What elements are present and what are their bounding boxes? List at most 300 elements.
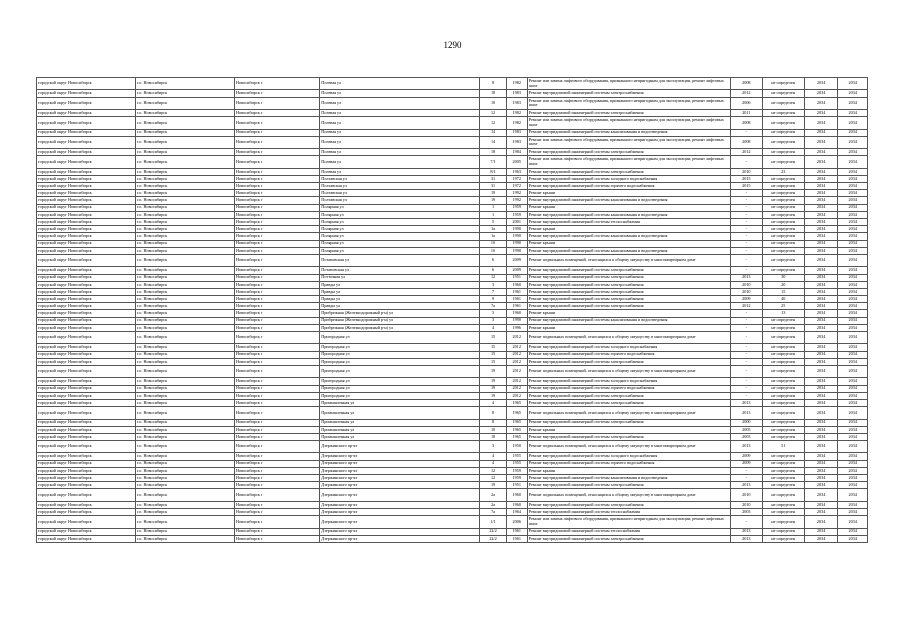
area-cell: не определен: [762, 489, 804, 501]
district-cell: городской округ Новосибирск: [37, 78, 136, 90]
city-cell: Новосибирск г: [235, 378, 320, 385]
settlement-cell: г.о. Новосибирск: [136, 240, 235, 247]
table-row: [37, 407, 868, 419]
plan-end-year-cell: 2034: [838, 247, 868, 254]
house-number-cell: 8: [480, 407, 506, 419]
last-repair-year-cell: -: [731, 475, 763, 482]
city-cell: Новосибирск г: [235, 399, 320, 406]
city-cell: Новосибирск г: [235, 117, 320, 129]
street-cell: Полевая ул: [320, 109, 480, 116]
house-number-cell: 7а: [480, 303, 506, 310]
district-cell: городской округ Новосибирск: [37, 419, 136, 426]
city-cell: Новосибирск г: [235, 190, 320, 197]
plan-end-year-cell: 2034: [838, 344, 868, 351]
city-cell: Новосибирск г: [235, 226, 320, 233]
plan-end-year-cell: 2034: [838, 183, 868, 190]
area-cell: не определен: [762, 129, 804, 136]
last-repair-year-cell: 2009: [731, 453, 763, 460]
plan-start-year-cell: 2034: [804, 433, 838, 440]
district-cell: городской округ Новосибирск: [37, 190, 136, 197]
table-row: [37, 211, 868, 218]
table-row: [37, 149, 868, 156]
build-year-cell: 1960: [506, 310, 527, 317]
district-cell: городской округ Новосибирск: [37, 117, 136, 129]
build-year-cell: 1992: [506, 190, 527, 197]
last-repair-year-cell: 2008: [731, 78, 763, 90]
house-number-cell: 19: [480, 385, 506, 392]
street-cell: Дзержинского пр-кт: [320, 508, 480, 515]
district-cell: городской округ Новосибирск: [37, 460, 136, 467]
build-year-cell: 1950: [506, 441, 527, 453]
build-year-cell: 1983: [506, 136, 527, 148]
house-number-cell: 19: [480, 392, 506, 399]
city-cell: Новосибирск г: [235, 392, 320, 399]
build-year-cell: 1982: [506, 78, 527, 90]
plan-end-year-cell: 2034: [838, 219, 868, 226]
house-number-cell: 4: [480, 453, 506, 460]
work-type-cell: Ремонт внутридомовой инженерной системы горячего водоснабжения: [527, 183, 730, 190]
house-number-cell: 1: [480, 211, 506, 218]
settlement-cell: г.о. Новосибирск: [136, 407, 235, 419]
settlement-cell: г.о. Новосибирск: [136, 324, 235, 331]
build-year-cell: 1960: [506, 501, 527, 508]
city-cell: Новосибирск г: [235, 516, 320, 528]
settlement-cell: г.о. Новосибирск: [136, 467, 235, 474]
district-cell: городской округ Новосибирск: [37, 204, 136, 211]
work-type-cell: Ремонт внутридомовой инженерной системы электроснабжения: [527, 267, 730, 274]
build-year-cell: 1961: [506, 528, 527, 535]
house-number-cell: 6: [480, 254, 506, 266]
work-type-cell: Ремонт крыши: [527, 204, 730, 211]
last-repair-year-cell: -: [731, 365, 763, 377]
plan-start-year-cell: 2034: [804, 399, 838, 406]
area-cell: не определен: [762, 392, 804, 399]
city-cell: Новосибирск г: [235, 288, 320, 295]
plan-end-year-cell: 2034: [838, 460, 868, 467]
build-year-cell: 1960: [506, 489, 527, 501]
street-cell: Дзержинского пр-кт: [320, 501, 480, 508]
build-year-cell: 1951: [506, 482, 527, 489]
build-year-cell: 2012: [506, 351, 527, 358]
table-row: [37, 385, 868, 392]
work-type-cell: Ремонт внутридомовой инженерной системы электроснабжения: [527, 274, 730, 281]
district-cell: городской округ Новосибирск: [37, 426, 136, 433]
street-cell: Полярная ул: [320, 204, 480, 211]
district-cell: городской округ Новосибирск: [37, 136, 136, 148]
table-row: [37, 274, 868, 281]
table-row: [37, 117, 868, 129]
table-row: [37, 156, 868, 168]
table-row: [37, 233, 868, 240]
street-cell: Дзержинского пр-кт: [320, 467, 480, 474]
last-repair-year-cell: 2010: [731, 168, 763, 175]
last-repair-year-cell: 2006: [731, 97, 763, 109]
table-row: [37, 433, 868, 440]
last-repair-year-cell: 2000: [731, 419, 763, 426]
build-year-cell: 1959: [506, 475, 527, 482]
last-repair-year-cell: -: [731, 254, 763, 266]
city-cell: Новосибирск г: [235, 267, 320, 274]
settlement-cell: г.о. Новосибирск: [136, 149, 235, 156]
work-type-cell: Ремонт внутридомовой инженерной системы холодного водоснабжения: [527, 175, 730, 182]
area-cell: не определен: [762, 317, 804, 324]
city-cell: Новосибирск г: [235, 149, 320, 156]
last-repair-year-cell: 2010: [731, 489, 763, 501]
plan-end-year-cell: 2034: [838, 365, 868, 377]
house-number-cell: 18: [480, 149, 506, 156]
house-number-cell: 14: [480, 136, 506, 148]
plan-start-year-cell: 2034: [804, 211, 838, 218]
district-cell: городской округ Новосибирск: [37, 475, 136, 482]
area-cell: не определен: [762, 482, 804, 489]
last-repair-year-cell: 2008: [731, 136, 763, 148]
district-cell: городской округ Новосибирск: [37, 399, 136, 406]
area-cell: не определен: [762, 475, 804, 482]
build-year-cell: 1990: [506, 233, 527, 240]
area-cell: 15: [762, 288, 804, 295]
city-cell: Новосибирск г: [235, 351, 320, 358]
work-type-cell: Ремонт внутридомовой инженерной системы холодного водоснабжения: [527, 378, 730, 385]
plan-start-year-cell: 2034: [804, 175, 838, 182]
settlement-cell: г.о. Новосибирск: [136, 281, 235, 288]
build-year-cell: 1965: [506, 399, 527, 406]
city-cell: Новосибирск г: [235, 453, 320, 460]
work-type-cell: Ремонт внутридомовой инженерной системы электроснабжения: [527, 433, 730, 440]
house-number-cell: 15: [480, 344, 506, 351]
house-number-cell: 4: [480, 460, 506, 467]
plan-end-year-cell: 2034: [838, 310, 868, 317]
work-type-cell: Ремонт крыши: [527, 226, 730, 233]
settlement-cell: г.о. Новосибирск: [136, 535, 235, 542]
street-cell: Пригородная ул: [320, 344, 480, 351]
plan-end-year-cell: 2034: [838, 136, 868, 148]
house-number-cell: 1а: [480, 233, 506, 240]
street-cell: Полевая ул: [320, 156, 480, 168]
last-repair-year-cell: -: [731, 197, 763, 204]
area-cell: не определен: [762, 136, 804, 148]
area-cell: не определен: [762, 149, 804, 156]
table-row: [37, 419, 868, 426]
area-cell: 25: [762, 303, 804, 310]
street-cell: Дзержинского пр-кт: [320, 528, 480, 535]
work-type-cell: Ремонт внутридомовой инженерной системы теплоснабжения: [527, 508, 730, 515]
plan-start-year-cell: 2034: [804, 407, 838, 419]
build-year-cell: 2005: [506, 156, 527, 168]
table-row: [37, 109, 868, 116]
plan-start-year-cell: 2034: [804, 267, 838, 274]
last-repair-year-cell: 2013: [731, 274, 763, 281]
city-cell: Новосибирск г: [235, 129, 320, 136]
city-cell: Новосибирск г: [235, 78, 320, 90]
settlement-cell: г.о. Новосибирск: [136, 168, 235, 175]
area-cell: не определен: [762, 97, 804, 109]
build-year-cell: 1955: [506, 460, 527, 467]
work-type-cell: Ремонт или замена лифтового оборудования, признанного непригодным для эксплуатации, ремонт лифтовых шахт: [527, 117, 730, 129]
settlement-cell: г.о. Новосибирск: [136, 433, 235, 440]
area-cell: 23: [762, 168, 804, 175]
work-type-cell: Ремонт внутридомовой инженерной системы электроснабжения: [527, 399, 730, 406]
house-number-cell: 3: [480, 310, 506, 317]
work-type-cell: Ремонт внутридомовой инженерной системы электроснабжения: [527, 288, 730, 295]
work-type-cell: Ремонт подвальных помещений, относящихся к общему имуществу в многоквартирном доме: [527, 441, 730, 453]
last-repair-year-cell: 2012: [731, 149, 763, 156]
build-year-cell: 1959: [506, 204, 527, 211]
build-year-cell: 1965: [506, 433, 527, 440]
plan-end-year-cell: 2034: [838, 303, 868, 310]
plan-end-year-cell: 2034: [838, 475, 868, 482]
plan-start-year-cell: 2034: [804, 365, 838, 377]
plan-start-year-cell: 2034: [804, 296, 838, 303]
last-repair-year-cell: -: [731, 324, 763, 331]
area-cell: не определен: [762, 183, 804, 190]
work-type-cell: Ремонт внутридомовой инженерной системы электроснабжения: [527, 419, 730, 426]
house-number-cell: 2а: [480, 501, 506, 508]
district-cell: городской округ Новосибирск: [37, 109, 136, 116]
settlement-cell: г.о. Новосибирск: [136, 441, 235, 453]
last-repair-year-cell: -: [731, 358, 763, 365]
plan-start-year-cell: 2034: [804, 324, 838, 331]
district-cell: городской округ Новосибирск: [37, 97, 136, 109]
plan-start-year-cell: 2034: [804, 183, 838, 190]
settlement-cell: г.о. Новосибирск: [136, 247, 235, 254]
street-cell: Правды ул: [320, 281, 480, 288]
build-year-cell: 1960: [506, 281, 527, 288]
city-cell: Новосибирск г: [235, 441, 320, 453]
last-repair-year-cell: -: [731, 226, 763, 233]
street-cell: Пригородная ул: [320, 358, 480, 365]
street-cell: Дзержинского пр-кт: [320, 441, 480, 453]
work-type-cell: Ремонт внутридомовой инженерной системы канализования и водоотведения: [527, 129, 730, 136]
city-cell: Новосибирск г: [235, 247, 320, 254]
house-number-cell: 10: [480, 426, 506, 433]
plan-end-year-cell: 2034: [838, 288, 868, 295]
city-cell: Новосибирск г: [235, 183, 320, 190]
city-cell: Новосибирск г: [235, 467, 320, 474]
build-year-cell: 2012: [506, 344, 527, 351]
area-cell: не определен: [762, 460, 804, 467]
work-type-cell: Ремонт или замена лифтового оборудования, признанного непригодным для эксплуатации, ремонт лифтовых шахт: [527, 156, 730, 168]
plan-end-year-cell: 2034: [838, 441, 868, 453]
city-cell: Новосибирск г: [235, 489, 320, 501]
table-row: [37, 281, 868, 288]
street-cell: Полевая ул: [320, 117, 480, 129]
last-repair-year-cell: 2012: [731, 90, 763, 97]
settlement-cell: г.о. Новосибирск: [136, 378, 235, 385]
build-year-cell: 1990: [506, 240, 527, 247]
last-repair-year-cell: -: [731, 233, 763, 240]
street-cell: Полевая ул: [320, 136, 480, 148]
table-row: [37, 97, 868, 109]
area-cell: не определен: [762, 226, 804, 233]
build-year-cell: 1982: [506, 117, 527, 129]
plan-end-year-cell: 2034: [838, 117, 868, 129]
city-cell: Новосибирск г: [235, 296, 320, 303]
work-type-cell: Ремонт внутридомовой инженерной системы электроснабжения: [527, 281, 730, 288]
area-cell: не определен: [762, 190, 804, 197]
settlement-cell: г.о. Новосибирск: [136, 332, 235, 344]
build-year-cell: 1965: [506, 407, 527, 419]
district-cell: городской округ Новосибирск: [37, 288, 136, 295]
plan-start-year-cell: 2034: [804, 136, 838, 148]
plan-start-year-cell: 2034: [804, 385, 838, 392]
table-row: [37, 489, 868, 501]
build-year-cell: 1965: [506, 426, 527, 433]
plan-end-year-cell: 2034: [838, 129, 868, 136]
plan-start-year-cell: 2034: [804, 467, 838, 474]
city-cell: Новосибирск г: [235, 274, 320, 281]
last-repair-year-cell: -: [731, 211, 763, 218]
settlement-cell: г.о. Новосибирск: [136, 233, 235, 240]
district-cell: городской округ Новосибирск: [37, 281, 136, 288]
area-cell: не определен: [762, 433, 804, 440]
plan-start-year-cell: 2034: [804, 240, 838, 247]
house-number-cell: 1б: [480, 247, 506, 254]
street-cell: Дзержинского пр-кт: [320, 535, 480, 542]
area-cell: не определен: [762, 211, 804, 218]
plan-end-year-cell: 2034: [838, 501, 868, 508]
street-cell: Дзержинского пр-кт: [320, 475, 480, 482]
last-repair-year-cell: 2013: [731, 535, 763, 542]
table-row: [37, 190, 868, 197]
settlement-cell: г.о. Новосибирск: [136, 475, 235, 482]
last-repair-year-cell: -: [731, 247, 763, 254]
work-type-cell: Ремонт внутридомовой инженерной системы канализования и водоотведения: [527, 475, 730, 482]
table-row: [37, 136, 868, 148]
plan-start-year-cell: 2034: [804, 168, 838, 175]
table-row: [37, 482, 868, 489]
work-type-cell: Ремонт внутридомовой инженерной системы электроснабжения: [527, 535, 730, 542]
settlement-cell: г.о. Новосибирск: [136, 156, 235, 168]
city-cell: Новосибирск г: [235, 197, 320, 204]
settlement-cell: г.о. Новосибирск: [136, 274, 235, 281]
house-number-cell: 8/1: [480, 168, 506, 175]
plan-start-year-cell: 2034: [804, 475, 838, 482]
build-year-cell: 2006: [506, 516, 527, 528]
table-row: [37, 317, 868, 324]
last-repair-year-cell: 2015: [731, 183, 763, 190]
build-year-cell: 2012: [506, 385, 527, 392]
table-row: [37, 399, 868, 406]
table-row: [37, 378, 868, 385]
plan-start-year-cell: 2034: [804, 233, 838, 240]
street-cell: Прибрежная (Железнодорожный р-н) ул: [320, 324, 480, 331]
table-row: [37, 219, 868, 226]
city-cell: Новосибирск г: [235, 419, 320, 426]
work-type-cell: Ремонт внутридомовой инженерной системы канализования и водоотведения: [527, 233, 730, 240]
district-cell: городской округ Новосибирск: [37, 197, 136, 204]
plan-end-year-cell: 2034: [838, 407, 868, 419]
work-type-cell: Ремонт внутридомовой инженерной системы канализования и водоотведения: [527, 211, 730, 218]
plan-end-year-cell: 2034: [838, 482, 868, 489]
plan-end-year-cell: 2034: [838, 109, 868, 116]
last-repair-year-cell: 2013: [731, 399, 763, 406]
build-year-cell: 1961: [506, 303, 527, 310]
area-cell: не определен: [762, 378, 804, 385]
work-type-cell: Ремонт крыши: [527, 324, 730, 331]
last-repair-year-cell: -: [731, 378, 763, 385]
build-year-cell: 1992: [506, 197, 527, 204]
work-type-cell: Ремонт крыши: [527, 240, 730, 247]
work-type-cell: Ремонт внутридомовой инженерной системы электроснабжения: [527, 90, 730, 97]
house-number-cell: 4: [480, 324, 506, 331]
district-cell: городской округ Новосибирск: [37, 467, 136, 474]
last-repair-year-cell: 2011: [731, 109, 763, 116]
street-cell: Прибрежная (Железнодорожный р-н) ул: [320, 310, 480, 317]
work-type-cell: Ремонт крыши: [527, 426, 730, 433]
house-number-cell: 9: [480, 296, 506, 303]
repair-schedule-table: [36, 77, 868, 543]
district-cell: городской округ Новосибирск: [37, 508, 136, 515]
plan-end-year-cell: 2034: [838, 453, 868, 460]
street-cell: Полтавская ул: [320, 197, 480, 204]
last-repair-year-cell: -: [731, 385, 763, 392]
area-cell: не определен: [762, 175, 804, 182]
plan-end-year-cell: 2034: [838, 97, 868, 109]
last-repair-year-cell: -: [731, 190, 763, 197]
street-cell: Полтавская ул: [320, 183, 480, 190]
work-type-cell: Ремонт или замена лифтового оборудования, признанного непригодным для эксплуатации, ремонт лифтовых шахт: [527, 136, 730, 148]
work-type-cell: Ремонт внутридомовой инженерной системы горячего водоснабжения: [527, 460, 730, 467]
build-year-cell: 1963: [506, 168, 527, 175]
street-cell: Промышленная ул: [320, 419, 480, 426]
settlement-cell: г.о. Новосибирск: [136, 317, 235, 324]
plan-end-year-cell: 2034: [838, 332, 868, 344]
build-year-cell: 1964: [506, 508, 527, 515]
street-cell: Дзержинского пр-кт: [320, 482, 480, 489]
build-year-cell: 1990: [506, 317, 527, 324]
plan-end-year-cell: 2034: [838, 274, 868, 281]
table-row: [37, 344, 868, 351]
street-cell: Полевая ул: [320, 168, 480, 175]
work-type-cell: Ремонт внутридомовой инженерной системы теплоснабжения: [527, 528, 730, 535]
plan-start-year-cell: 2034: [804, 254, 838, 266]
street-cell: Полтавская ул: [320, 175, 480, 182]
build-year-cell: 1955: [506, 453, 527, 460]
build-year-cell: 1990: [506, 247, 527, 254]
plan-start-year-cell: 2034: [804, 516, 838, 528]
plan-end-year-cell: 2034: [838, 399, 868, 406]
settlement-cell: г.о. Новосибирск: [136, 385, 235, 392]
last-repair-year-cell: -: [731, 317, 763, 324]
last-repair-year-cell: 2003: [731, 433, 763, 440]
plan-end-year-cell: 2034: [838, 240, 868, 247]
area-cell: не определен: [762, 419, 804, 426]
plan-end-year-cell: 2034: [838, 489, 868, 501]
plan-end-year-cell: 2034: [838, 324, 868, 331]
district-cell: городской округ Новосибирск: [37, 528, 136, 535]
build-year-cell: 2012: [506, 392, 527, 399]
settlement-cell: г.о. Новосибирск: [136, 175, 235, 182]
city-cell: Новосибирск г: [235, 324, 320, 331]
settlement-cell: г.о. Новосибирск: [136, 183, 235, 190]
area-cell: не определен: [762, 156, 804, 168]
house-number-cell: 7а: [480, 508, 506, 515]
build-year-cell: 1982: [506, 109, 527, 116]
build-year-cell: 2012: [506, 332, 527, 344]
district-cell: городской округ Новосибирск: [37, 233, 136, 240]
house-number-cell: 19: [480, 365, 506, 377]
build-year-cell: 1996: [506, 324, 527, 331]
street-cell: Промышленная ул: [320, 407, 480, 419]
last-repair-year-cell: 2005: [731, 426, 763, 433]
street-cell: Промышленная ул: [320, 433, 480, 440]
settlement-cell: г.о. Новосибирск: [136, 97, 235, 109]
district-cell: городской округ Новосибирск: [37, 392, 136, 399]
settlement-cell: г.о. Новосибирск: [136, 211, 235, 218]
settlement-cell: г.о. Новосибирск: [136, 136, 235, 148]
area-cell: 40: [762, 296, 804, 303]
city-cell: Новосибирск г: [235, 303, 320, 310]
